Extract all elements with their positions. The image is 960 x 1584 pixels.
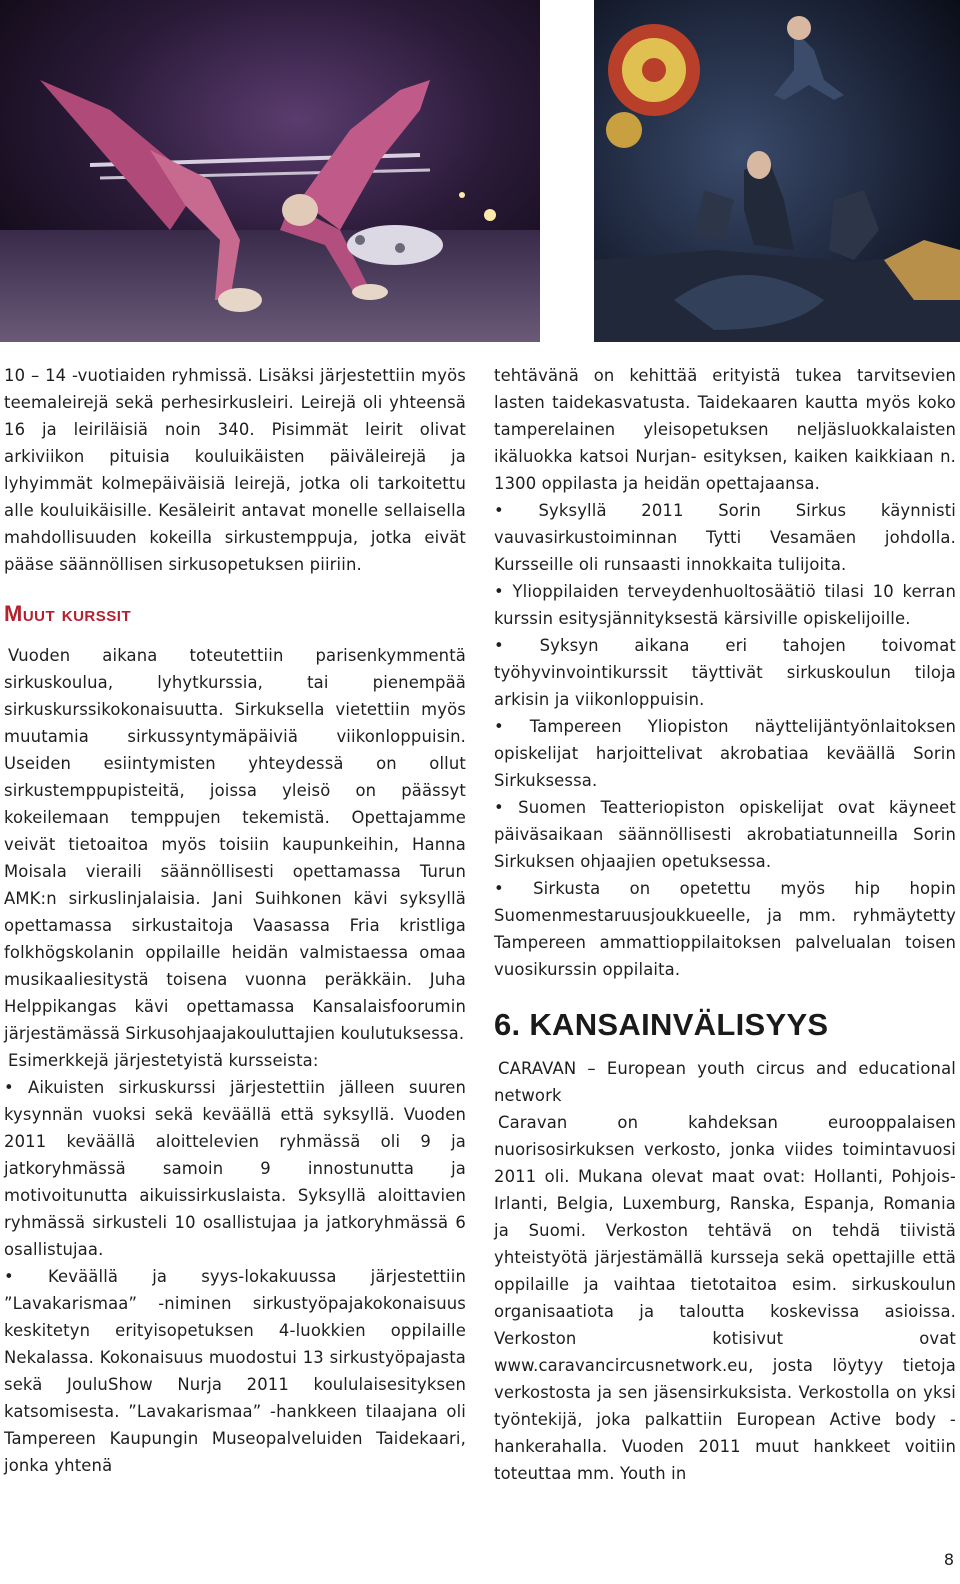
bullet-item: • Suomen Teatteriopiston opiskelijat ovat käyneet päiväsaikaan säännöllisesti akrobatiatunneilla Sorin Sirkuksen ohjaajien opetuksessa. xyxy=(494,794,956,875)
bullet-item: • Ylioppilaiden terveydenhuoltosäätiö tilasi 10 kerran kurssin esitysjännityksestä kärsiville opiskelijoille. xyxy=(494,578,956,632)
bullet-item: • Aikuisten sirkuskurssi järjestettiin jälleen suuren kysynnän vuoksi sekä keväällä että syksyllä. Vuoden 2011 keväällä aloittelevien ryhmässä oli 9 ja jatkoryhmässä samoin 9 innostunutta ja motivoitunutta aikuissirkuslaista. Syksyllä aloittavien ryhmässä sirkusteli 10 osallistujaa ja jatkoryhmässä 6 osallistujaa. xyxy=(4,1074,466,1263)
stage-performance-photo-icon xyxy=(594,0,960,342)
circus-performers-photo-icon xyxy=(0,0,540,342)
right-text-column xyxy=(494,362,956,1487)
bullet-item: • Syksyn aikana eri tahojen toivomat työhyvinvointikurssit täyttivät sirkuskoulun tiloja arkisin ja viikonloppuisin. xyxy=(494,632,956,713)
stage-performance-photo xyxy=(594,0,960,342)
chapter-heading-kansainvalisyys: 6. KANSAINVÄLISYYS xyxy=(494,1007,829,1042)
left-text-column xyxy=(4,362,466,1479)
examples-intro: Esimerkkejä järjestetyistä kursseista: xyxy=(8,1051,319,1070)
page-number: 8 xyxy=(943,1550,954,1569)
bullet-item: • Tampereen Yliopiston näyttelijäntyönlaitoksen opiskelijat harjoittelivat akrobatiaa keväällä Sorin Sirkuksessa. xyxy=(494,713,956,794)
section-heading-muut-kurssit: Muut kurssit xyxy=(4,601,132,626)
circus-performers-photo xyxy=(0,0,540,342)
bullet-item: • Keväällä ja syys-lokakuussa järjestettiin ”Lavakarismaa” -niminen sirkustyöpajakokonaisuus keskitetyn erityisopetuksen 4-luokkien oppilaille Nekalassa. Kokonaisuus muodostui 13 sirkustyöpajasta sekä JouluShow Nurja 2011 koululaisesityksen katsomisesta. ”Lavakarismaa” -hankkeen tilaajana oli Tampereen Kaupungin Museopalveluiden Taidekaari, jonka yhtenä xyxy=(4,1263,466,1479)
intro-paragraph: tehtävänä on kehittää erityistä tukea tarvitsevien lasten taidekasvatusta. Taidekaaren kautta myös koko tamperelainen yleisopetuksen neljäsluokkalaisten ikäluokka katsoi Nurjan- esityksen, kaiken kaikkiaan n. 1300 oppilasta ja heidän opettajaansa. xyxy=(494,366,956,493)
intro-paragraph: 10 – 14 -vuotiaiden ryhmissä. Lisäksi järjestettiin myös teemaleirejä sekä perhesirkusleiri. Leirejä oli yhteensä 16 ja leiriläisiä noin 340. Pisimmät leirit olivat arkiviikon pituisia kouluikäisten päiväleirejä ja lyhyimmät kolmepäiväisiä leirejä, jotka oli tarkoitettu alle kouluikäisille. Kesäleirit antavat monelle sellaisella mahdollisuuden kokeilla sirkustemppuja, jotka eivät pääse säännöllisen sirkusopetuksen piiriin. xyxy=(4,366,466,574)
bullet-item: • Sirkusta on opetettu myös hip hopin Suomenmestaruusjoukkueelle, ja mm. ryhmäytetty Tampereen ammattioppilaitoksen palvelualan toisen vuosikurssin oppilaita. xyxy=(494,875,956,983)
body-paragraph: Vuoden aikana toteutettiin parisenkymmentä sirkuskoulua, lyhytkurssia, tai pienempää sirkuskurssikokonaisuutta. Sirkuksella vietettiin myös muutamia sirkussyntymäpäiviä viikonloppuisin. Useiden esiintymisten yhteydessä on ollut sirkustemppupisteitä, joissa yleisö on päässyt kokeilemaan temppujen tekemistä. Opettajamme veivät tietoaitoa myös toisiin kaupunkeihin, Hanna Moisala vieraili säännöllisesti opettamassa Turun AMK:n sirkuslinjalaisia. Jani Suihkonen kävi syksyllä opettamassa sirkustaitoja Vaasassa Fria kristliga folkhögskolanin oppilaille heidän valmistaessa omaa musikaaliesitystä toisena vuonna peräkkäin. Juha Helppikangas kävi opettamassa Kansalaisfoorumin järjestämässä Sirkusohjaajakouluttajien koulutuksessa. xyxy=(4,646,466,1043)
bullet-item: • Syksyllä 2011 Sorin Sirkus käynnisti vauvasirkustoiminnan Tytti Vesamäen johdolla. Kursseille oli runsaasti innokkaita tulijoita. xyxy=(494,497,956,578)
body-paragraph: Caravan on kahdeksan eurooppalaisen nuorisosirkuksen verkosto, jonka viides toimintavuosi 2011 oli. Mukana olevat maat ovat: Hollanti, Pohjois-Irlanti, Belgia, Luxemburg, Ranska, Espanja, Romania ja Suomi. Verkoston tehtävä on tehdä tiivistä yhteistyötä järjestämällä kursseja sekä opettajille että oppilaille ja vaihtaa tietotaitoa esim. sirkuskoulun organisaatiota ja taloutta koskevissa asioissa. Verkoston kotisivut ovat www.caravancircusnetwork.eu, josta löytyy tietoja verkostosta ja sen jäsensirkuksista. Verkostolla on yksi työntekijä, joka palkattiin European Active body -hankerahalla. Vuoden 2011 muut hankkeet voitiin toteuttaa mm. Youth in xyxy=(494,1113,956,1483)
caravan-subtitle: CARAVAN – European youth circus and educational network xyxy=(494,1059,956,1105)
